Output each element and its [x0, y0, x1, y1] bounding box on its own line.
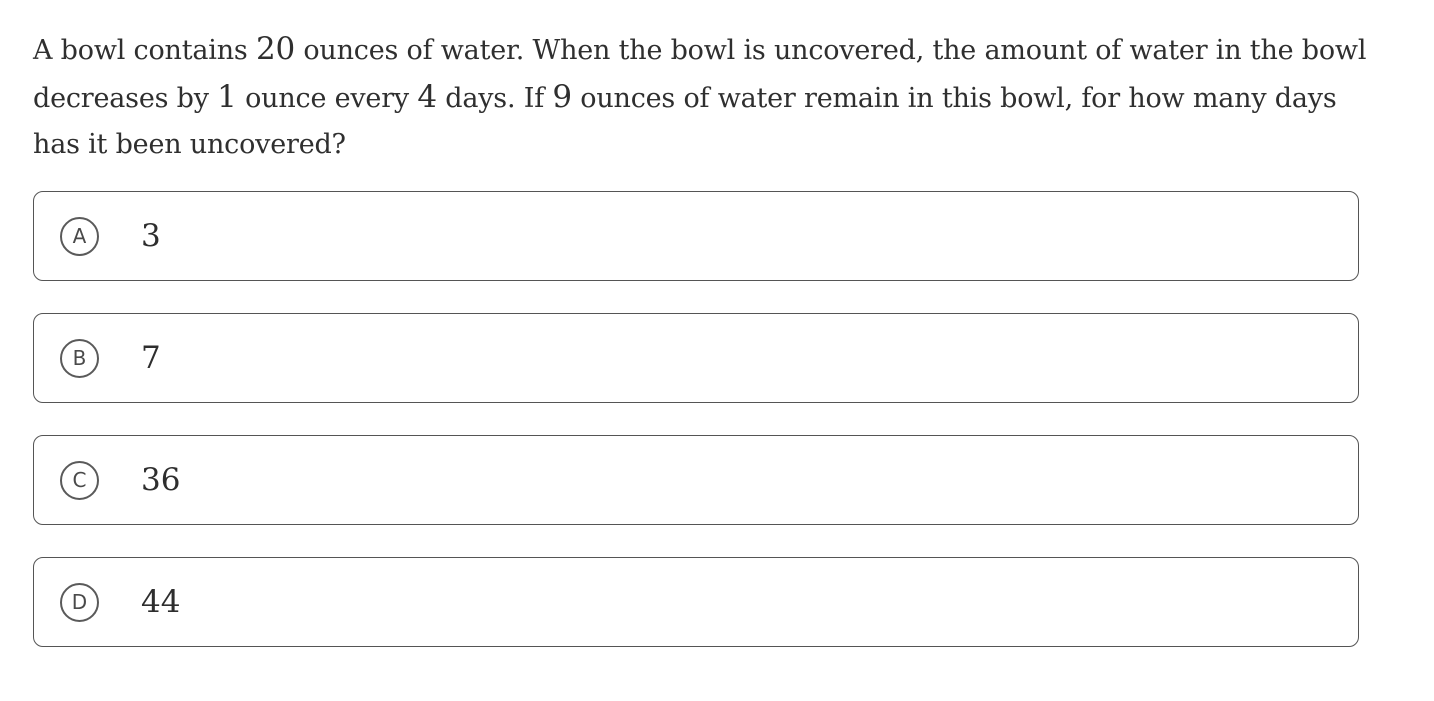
question-number-20: 20 — [255, 31, 295, 67]
answer-choice-d[interactable] — [33, 557, 1359, 647]
choice-letter-badge-c: C — [60, 461, 99, 500]
question-number-1: 1 — [217, 79, 237, 115]
question-text — [33, 26, 1373, 168]
choice-text-d: 44 — [141, 584, 181, 620]
choice-letter-badge-d: D — [60, 583, 99, 622]
answer-choice-a[interactable] — [33, 191, 1359, 281]
question-part-5: ounces of water remain in this bowl, for how many days has it been uncovered? — [33, 83, 1337, 160]
choice-letter-badge-a: A — [60, 217, 99, 256]
choice-text-c: 36 — [141, 462, 181, 498]
question-part-1: A bowl contains — [33, 35, 256, 66]
choice-text-a: 3 — [141, 218, 161, 254]
question-number-9: 9 — [552, 79, 572, 115]
question-part-3: ounce every — [236, 83, 418, 114]
question-part-2: ounces of water. When the bowl is uncovered, the amount of water in the bowl decreases by — [33, 35, 1367, 114]
answer-choice-b[interactable] — [33, 313, 1359, 403]
choice-letter-badge-b: B — [60, 339, 99, 378]
answer-choices — [33, 191, 1359, 679]
choice-text-b: 7 — [141, 340, 161, 376]
question-part-4: days. If — [436, 83, 553, 114]
question-number-4: 4 — [417, 79, 437, 115]
answer-choice-c[interactable] — [33, 435, 1359, 525]
